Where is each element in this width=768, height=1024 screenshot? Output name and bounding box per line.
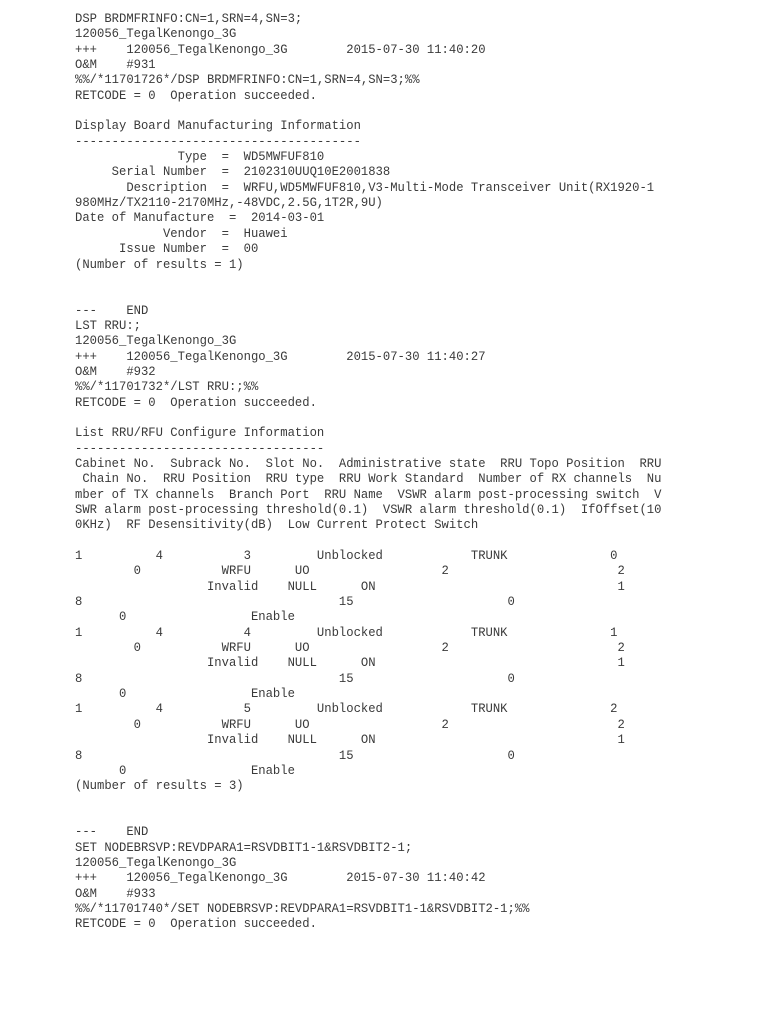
- log-line: Vendor = Huawei: [75, 226, 288, 241]
- log-line: Invalid NULL ON 1: [75, 733, 625, 748]
- log-line: 0 WRFU UO 2 2: [75, 717, 625, 732]
- log-line: 120056_TegalKenongo_3G: [75, 27, 237, 42]
- log-line: 1 4 3 Unblocked TRUNK 0: [75, 549, 618, 564]
- log-line: [75, 411, 696, 426]
- log-line: 8 15 0: [75, 748, 515, 763]
- mml-log-text: [75, 12, 696, 933]
- log-line: 1 4 5 Unblocked TRUNK 2: [75, 702, 618, 717]
- log-line: 0 Enable: [75, 687, 295, 702]
- log-line: 8 15 0: [75, 595, 515, 610]
- log-line: RETCODE = 0 Operation succeeded.: [75, 88, 317, 103]
- log-line: Date of Manufacture = 2014-03-01: [75, 211, 325, 226]
- log-line: Issue Number = 00: [75, 242, 259, 257]
- log-line: mber of TX channels Branch Port RRU Name VSWR alarm post-processing switch V: [75, 487, 662, 502]
- log-line: [75, 534, 696, 549]
- log-line: +++ 120056_TegalKenongo_3G 2015-07-30 11:40:42: [75, 871, 486, 886]
- log-line: DSP BRDMFRINFO:CN=1,SRN=4,SN=3;: [75, 12, 303, 26]
- log-line: [75, 795, 696, 810]
- log-line: [75, 273, 696, 288]
- log-line: O&M #931: [75, 58, 156, 73]
- log-line: Description = WRFU,WD5MWFUF810,V3-Multi-Mode Transceiver Unit(RX1920-1: [75, 180, 655, 195]
- log-line: Serial Number = 2102310UUQ10E2001838: [75, 165, 391, 180]
- log-line: +++ 120056_TegalKenongo_3G 2015-07-30 11:40:20: [75, 42, 486, 57]
- log-line: 120056_TegalKenongo_3G: [75, 334, 237, 349]
- log-line: Cabinet No. Subrack No. Slot No. Administrative state RRU Topo Position RRU: [75, 456, 662, 471]
- log-line: Invalid NULL ON 1: [75, 579, 625, 594]
- log-line: Display Board Manufacturing Information: [75, 119, 361, 134]
- log-line: --- END: [75, 825, 149, 840]
- log-line: %%/*11701726*/DSP BRDMFRINFO:CN=1,SRN=4,SN=3;%%: [75, 73, 420, 88]
- log-line: O&M #933: [75, 886, 156, 901]
- log-line: +++ 120056_TegalKenongo_3G 2015-07-30 11:40:27: [75, 349, 486, 364]
- log-line: 0 Enable: [75, 763, 295, 778]
- log-line: 120056_TegalKenongo_3G: [75, 855, 237, 870]
- log-line: Invalid NULL ON 1: [75, 656, 625, 671]
- log-line: SWR alarm post-processing threshold(0.1) VSWR alarm threshold(0.1) IfOffset(10: [75, 503, 662, 517]
- log-line: %%/*11701732*/LST RRU:;%%: [75, 380, 259, 395]
- log-line: 0 WRFU UO 2 2: [75, 564, 625, 579]
- log-line: LST RRU:;: [75, 318, 141, 333]
- log-line: (Number of results = 3): [75, 779, 244, 794]
- log-line: [75, 810, 696, 825]
- log-line: (Number of results = 1): [75, 257, 244, 272]
- log-line: 1 4 4 Unblocked TRUNK 1: [75, 625, 618, 640]
- log-line: 8 15 0: [75, 671, 515, 686]
- log-line: 0 Enable: [75, 610, 295, 625]
- log-line: [75, 288, 696, 303]
- log-line: %%/*11701740*/SET NODEBRSVP:REVDPARA1=RSVDBIT1-1&RSVDBIT2-1;%%: [75, 901, 530, 916]
- log-line: List RRU/RFU Configure Information: [75, 426, 325, 441]
- log-line: ----------------------------------: [75, 441, 325, 456]
- log-line: SET NODEBRSVP:REVDPARA1=RSVDBIT1-1&RSVDBIT2-1;: [75, 840, 413, 855]
- log-line: O&M #932: [75, 364, 156, 379]
- log-line: Type = WD5MWFUF810: [75, 150, 325, 165]
- log-line: 980MHz/TX2110-2170MHz,-48VDC,2.5G,1T2R,9U): [75, 196, 383, 211]
- log-line: ---------------------------------------: [75, 134, 361, 149]
- log-line: RETCODE = 0 Operation succeeded.: [75, 395, 317, 410]
- log-line: RETCODE = 0 Operation succeeded.: [75, 917, 317, 932]
- log-line: 0KHz) RF Desensitivity(dB) Low Current Protect Switch: [75, 518, 479, 533]
- log-line: Chain No. RRU Position RRU type RRU Work Standard Number of RX channels Nu: [75, 472, 662, 487]
- log-line: --- END: [75, 303, 149, 318]
- log-line: [75, 104, 696, 119]
- log-line: 0 WRFU UO 2 2: [75, 641, 625, 656]
